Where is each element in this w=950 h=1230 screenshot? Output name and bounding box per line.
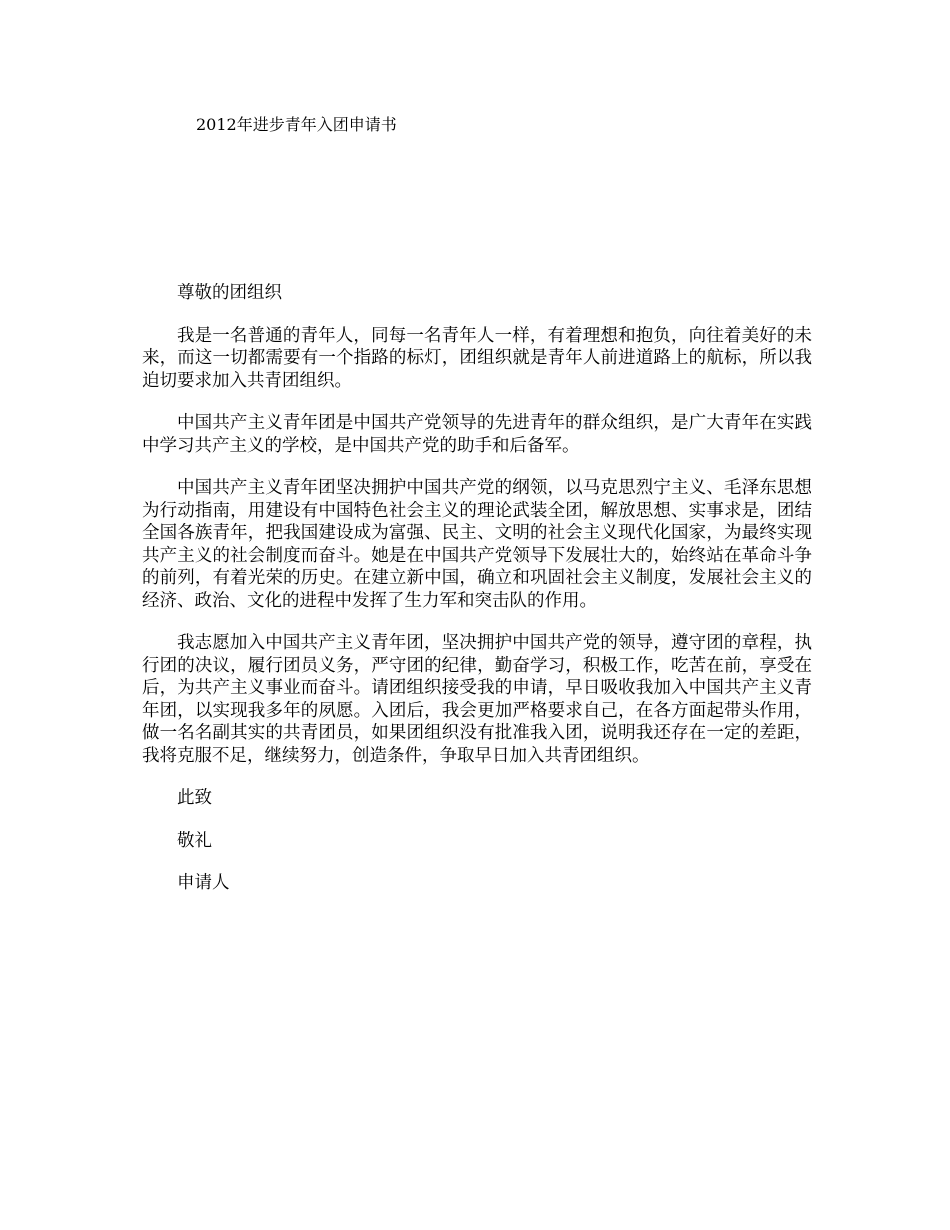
paragraph-league-definition: 中国共产主义青年团是中国共产党领导的先进青年的群众组织，是广大青年在实践中学习共产主义的学校，是中国共产党的助手和后备军。: [142, 413, 812, 456]
paragraph-pledge: 我志愿加入中国共产主义青年团，坚决拥护中国共产党的领导，遵守团的章程，执行团的决议，履行团员义务，严守团的纪律，勤奋学习，积极工作，吃苦在前，享受在后，为共产主义事业而奋斗。请团组织接受我的申请，早日吸收我加入中国共产主义青年团，以实现我多年的夙愿。入团后，我会更加严格要求自己，在各方面起带头作用，做一名名副其实的共青团员，如果团组织没有批准我入团，说明我还存在一定的差距，我将克服不足，继续努力，创造条件，争取早日加入共青团组织。: [142, 633, 812, 766]
salutation: 尊敬的团组织: [177, 283, 282, 303]
signature-label: 申请人: [177, 873, 230, 893]
closing-cizhi: 此致: [177, 788, 212, 808]
document-title: 2012年进步青年入团申请书: [196, 115, 397, 134]
closing-jingli: 敬礼: [177, 830, 212, 851]
paragraph-intro: 我是一名普通的青年人，同每一名青年人一样，有着理想和抱负，向往着美好的未来，而这一切都需要有一个指路的标灯，团组织就是青年人前进道路上的航标，所以我迫切要求加入共青团组织。: [142, 325, 812, 391]
paragraph-league-program: 中国共产主义青年团坚决拥护中国共产党的纲领，以马克思烈宁主义、毛泽东思想为行动指南，用建设有中国特色社会主义的理论武装全团，解放思想、实事求是，团结全国各族青年，把我国建设成为富强、民主、文明的社会主义现代化国家，为最终实现共产主义的社会制度而奋斗。她是在中国共产党领导下发展壮大的，始终站在革命斗争的前列，有着光荣的历史。在建立新中国，确立和巩固社会主义制度，发展社会主义的经济、政治、文化的进程中发挥了生力军和突击队的作用。: [142, 478, 812, 611]
letter-body: [142, 282, 812, 915]
